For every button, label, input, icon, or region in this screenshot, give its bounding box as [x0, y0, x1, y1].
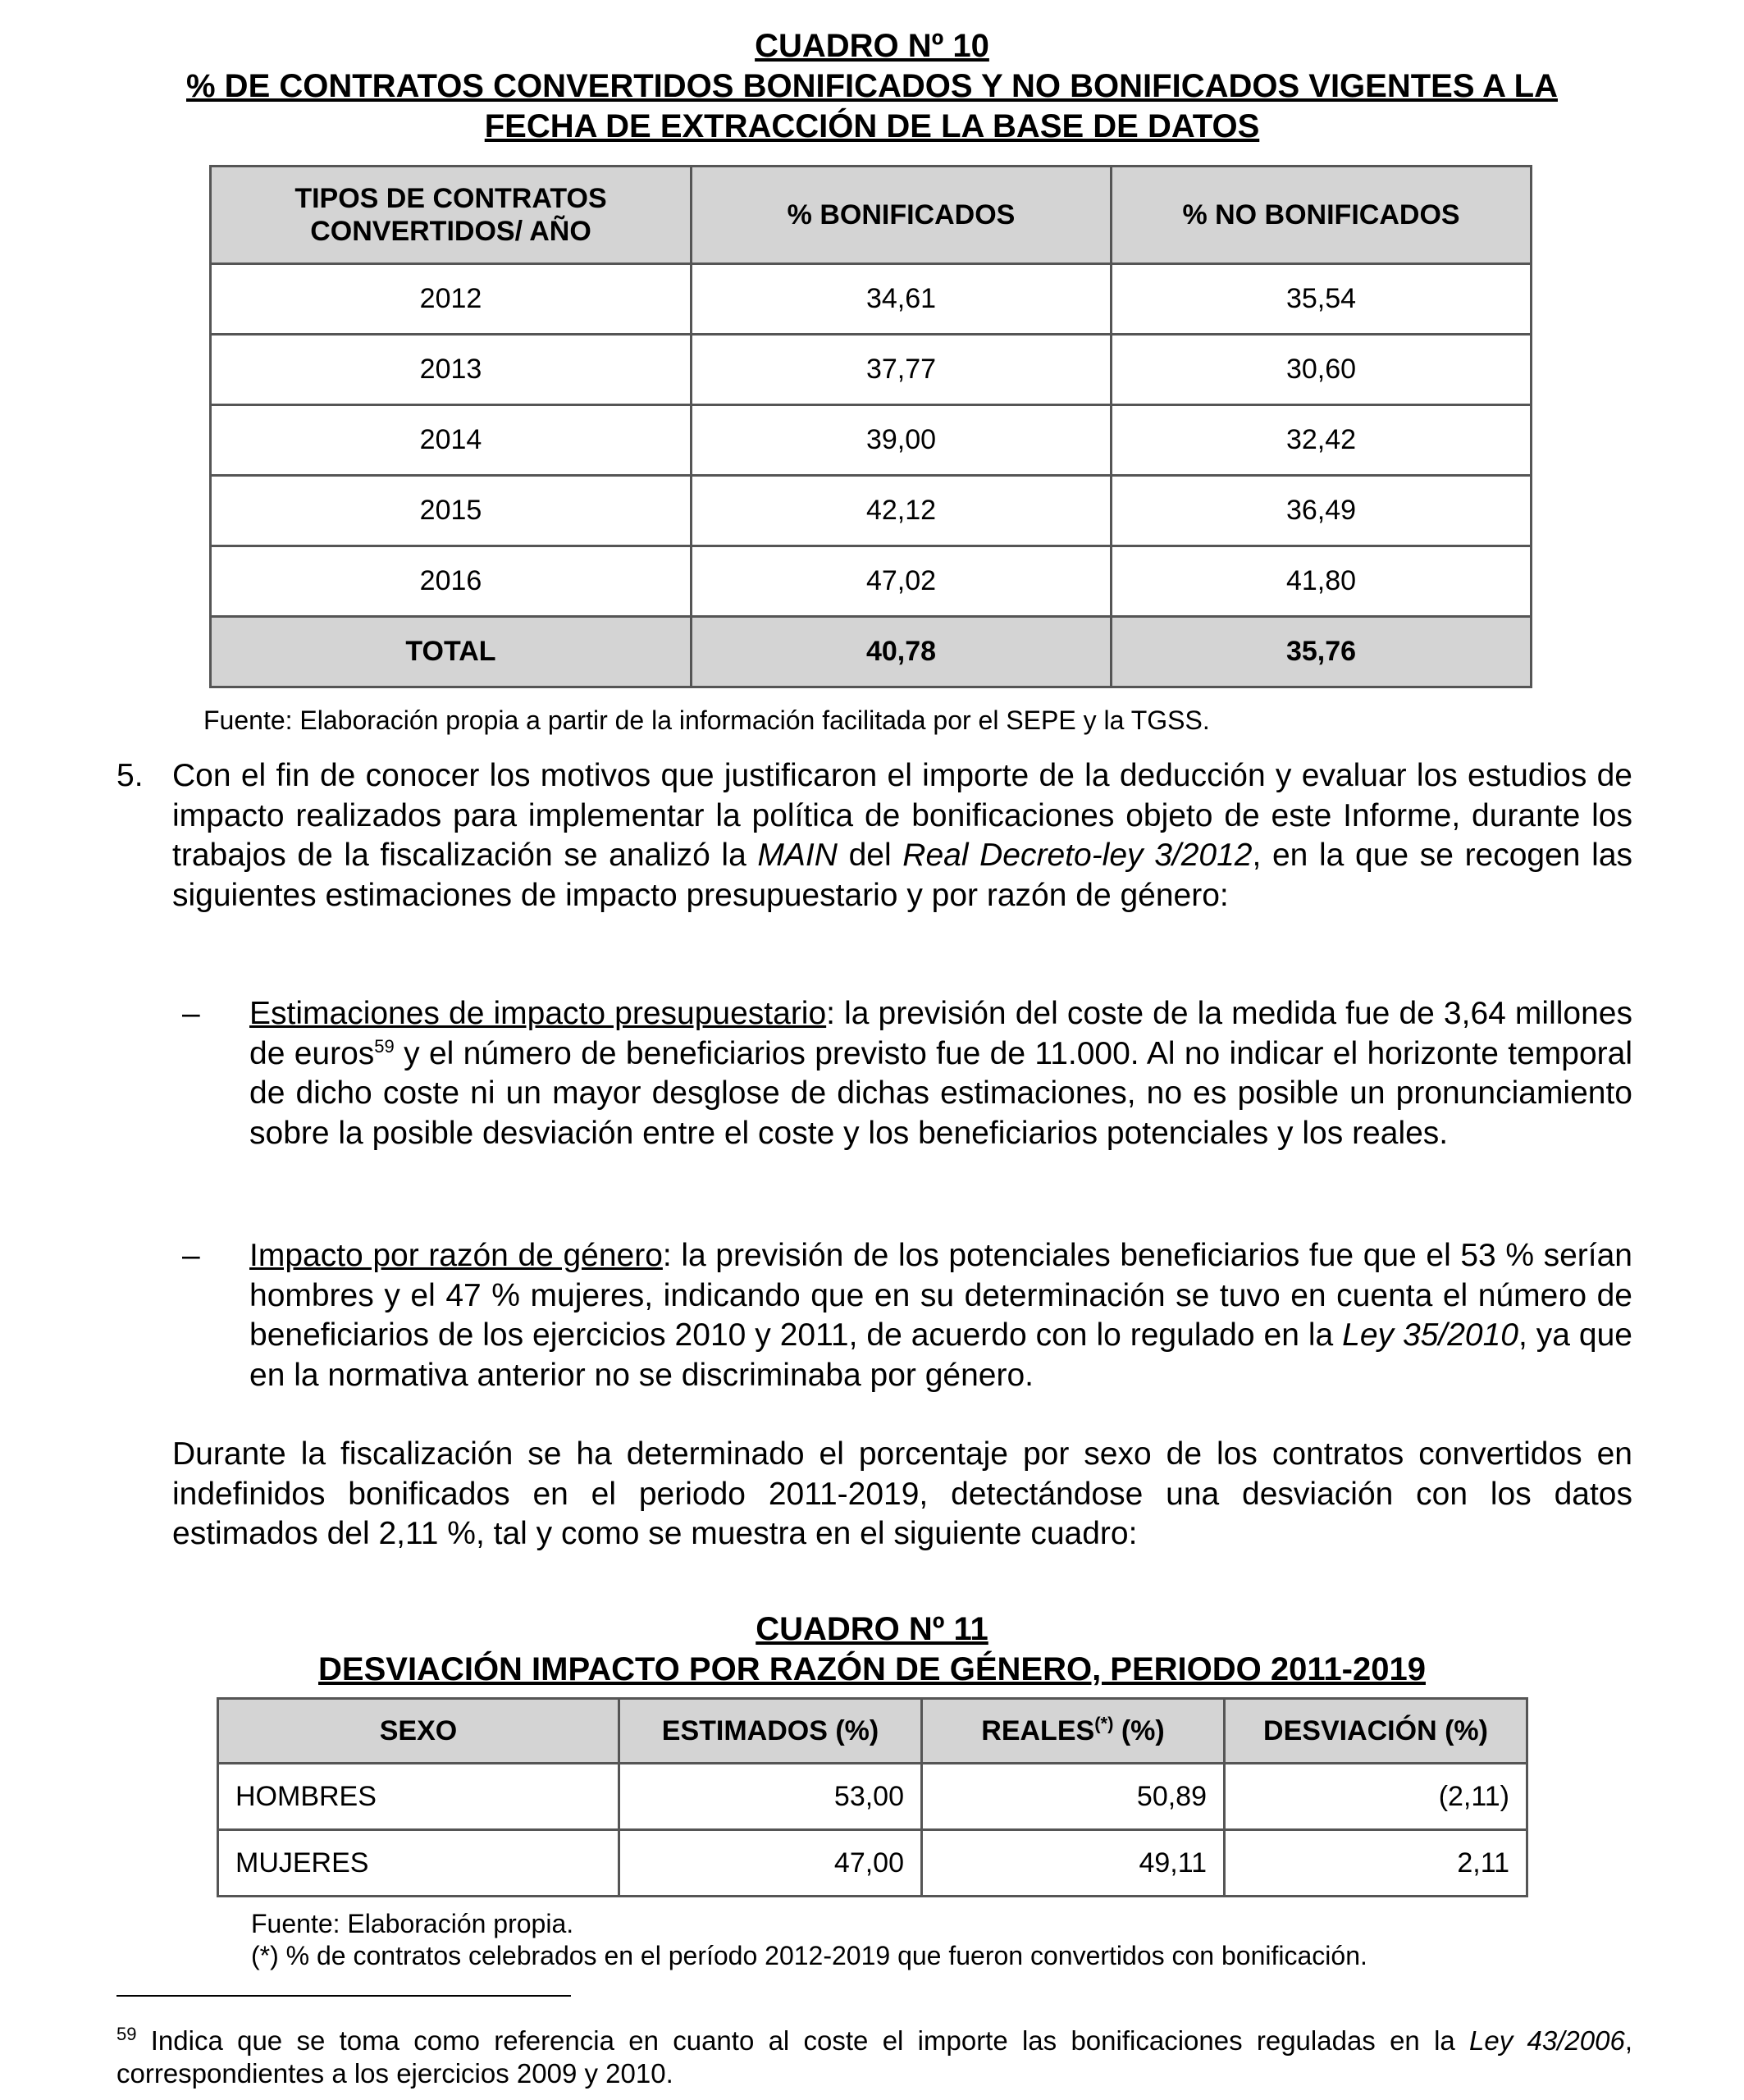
cuadro10-title-line1: % DE CONTRATOS CONVERTIDOS BONIFICADOS Y NO BONIFICADOS VIGENTES A LA [186, 68, 1558, 104]
cuadro10-title-line2: FECHA DE EXTRACCIÓN DE LA BASE DE DATOS [484, 108, 1260, 144]
table-row [211, 335, 1532, 405]
cuadro10-source: Fuente: Elaboración propia a partir de la información facilitada por el SEPE y la TGSS. [203, 705, 1210, 735]
para5-main: MAIN [757, 838, 838, 873]
cell-total-label: TOTAL [211, 617, 692, 687]
cell-estimados: 53,00 [619, 1764, 922, 1830]
table-row [211, 405, 1532, 476]
cell-no-bonificados: 30,60 [1112, 335, 1532, 405]
cell-total-bonificados: 40,78 [692, 617, 1112, 687]
table-header-row [211, 167, 1532, 264]
para5-text [172, 756, 1632, 915]
header-reales-unit: (%) [1113, 1714, 1165, 1746]
cell-reales: 50,89 [922, 1764, 1225, 1830]
cell-bonificados: 34,61 [692, 264, 1112, 335]
cell-year: 2012 [211, 264, 692, 335]
table-header-row [218, 1699, 1527, 1764]
cuadro11-table [217, 1697, 1528, 1897]
bullet1-heading: Estimaciones de impacto presupuestario [249, 996, 827, 1031]
para5-text-b: del [837, 838, 903, 873]
footnote [116, 2025, 1632, 2090]
cell-no-bonificados: 36,49 [1112, 476, 1532, 546]
footnote-text-a: Indica que se toma como referencia en cuanto al coste el importe las bonificaciones reguladas en la [136, 2025, 1470, 2056]
bullet2-ley: Ley 35/2010 [1342, 1317, 1518, 1353]
table-row [211, 264, 1532, 335]
header-estimados: ESTIMADOS (%) [619, 1699, 922, 1764]
cell-total-no-bonificados: 35,76 [1112, 617, 1532, 687]
footnote-ley: Ley 43/2006 [1469, 2025, 1625, 2056]
cuadro10-number: CUADRO Nº 10 [755, 28, 989, 64]
header-tipos: TIPOS DE CONTRATOS CONVERTIDOS/ AÑO [211, 167, 692, 264]
bullet1-text-b: y el número de beneficiarios previsto fue de 11.000. Al no indicar el horizonte temporal de dicho coste ni un mayor desglose de dichas estimaciones, no es posible un pronunciamiento sobre la posible desviación entre el coste y los beneficiarios potenciales y los reales. [249, 1035, 1632, 1151]
bullet2-heading: Impacto por razón de género [249, 1238, 663, 1273]
table-row [218, 1830, 1527, 1897]
bullet1-text-a: : la previsión del coste de la medida fue de 3,64 millones de euros [249, 996, 1632, 1071]
table-row [211, 476, 1532, 546]
cell-desviacion: 2,11 [1225, 1830, 1527, 1897]
header-reales [922, 1699, 1225, 1764]
table-row [218, 1764, 1527, 1830]
para5-number: 5. [116, 758, 144, 793]
para5-text-c: , en la que se recogen las siguientes estimaciones de impacto presupuestario y por razón de género: [172, 838, 1633, 913]
header-reales-asterisk: (*) [1094, 1713, 1114, 1734]
cuadro11-number: CUADRO Nº 11 [756, 1611, 988, 1647]
cell-no-bonificados: 32,42 [1112, 405, 1532, 476]
header-no-bonificados: % NO BONIFICADOS [1112, 167, 1532, 264]
cuadro11-title: DESVIACIÓN IMPACTO POR RAZÓN DE GÉNERO, PERIODO 2011-2019 [318, 1651, 1426, 1687]
para-durante: Durante la fiscalización se ha determinado el porcentaje por sexo de los contratos convertidos en indefinidos bonificados en el periodo 2011-2019, detectándose una desviación con los datos estimados del 2,11 %, tal y como se muestra en el siguiente cuadro: [172, 1436, 1632, 1551]
cell-year: 2014 [211, 405, 692, 476]
table-row [211, 546, 1532, 617]
bullet2-text-b: , ya que en la normativa anterior no se discriminaba por género. [249, 1317, 1632, 1393]
cell-no-bonificados: 41,80 [1112, 546, 1532, 617]
cell-year: 2013 [211, 335, 692, 405]
bullet2-dash: – [182, 1238, 200, 1273]
header-desviacion: DESVIACIÓN (%) [1225, 1699, 1527, 1764]
header-sexo: SEXO [218, 1699, 619, 1764]
bullet2-text [249, 1236, 1632, 1395]
para5-rdl: Real Decreto-ley 3/2012 [902, 838, 1253, 873]
cuadro11-note: (*) % de contratos celebrados en el período 2012-2019 que fueron convertidos con bonificación. [251, 1941, 1367, 1970]
cell-bonificados: 39,00 [692, 405, 1112, 476]
header-reales-label: REALES [981, 1714, 1095, 1746]
footnote-separator [116, 1995, 571, 1997]
footnote-number: 59 [116, 2024, 137, 2044]
cell-sexo: HOMBRES [218, 1764, 619, 1830]
cell-bonificados: 47,02 [692, 546, 1112, 617]
table-total-row [211, 617, 1532, 687]
para5-text-a: Con el fin de conocer los motivos que justificaron el importe de la deducción y evaluar los estudios de impacto realizados para implementar la política de bonificaciones objeto de este Informe, durante los trabajos de la fiscalización se analizó la [172, 758, 1632, 873]
cell-reales: 49,11 [922, 1830, 1225, 1897]
footnote-text-b: , correspondientes a los ejercicios 2009 y 2010. [116, 2025, 1632, 2089]
cell-estimados: 47,00 [619, 1830, 922, 1897]
bullet2-text-a: : la previsión de los potenciales beneficiarios fue que el 53 % serían hombres y el 47 % mujeres, indicando que en su determinación se tuvo en cuenta el número de beneficiarios de los ejercicios 2010 y 2011, de acuerdo con lo regulado en la [249, 1238, 1632, 1353]
cell-bonificados: 37,77 [692, 335, 1112, 405]
cell-sexo: MUJERES [218, 1830, 619, 1897]
footnote-ref: 59 [374, 1035, 395, 1057]
cell-year: 2015 [211, 476, 692, 546]
bullet1-text [249, 994, 1632, 1153]
cell-bonificados: 42,12 [692, 476, 1112, 546]
cell-desviacion: (2,11) [1225, 1764, 1527, 1830]
bullet1-dash: – [182, 996, 200, 1031]
header-bonificados: % BONIFICADOS [692, 167, 1112, 264]
cuadro10-table [209, 165, 1532, 688]
cuadro11-source: Fuente: Elaboración propia. [251, 1909, 574, 1938]
cell-year: 2016 [211, 546, 692, 617]
cell-no-bonificados: 35,54 [1112, 264, 1532, 335]
